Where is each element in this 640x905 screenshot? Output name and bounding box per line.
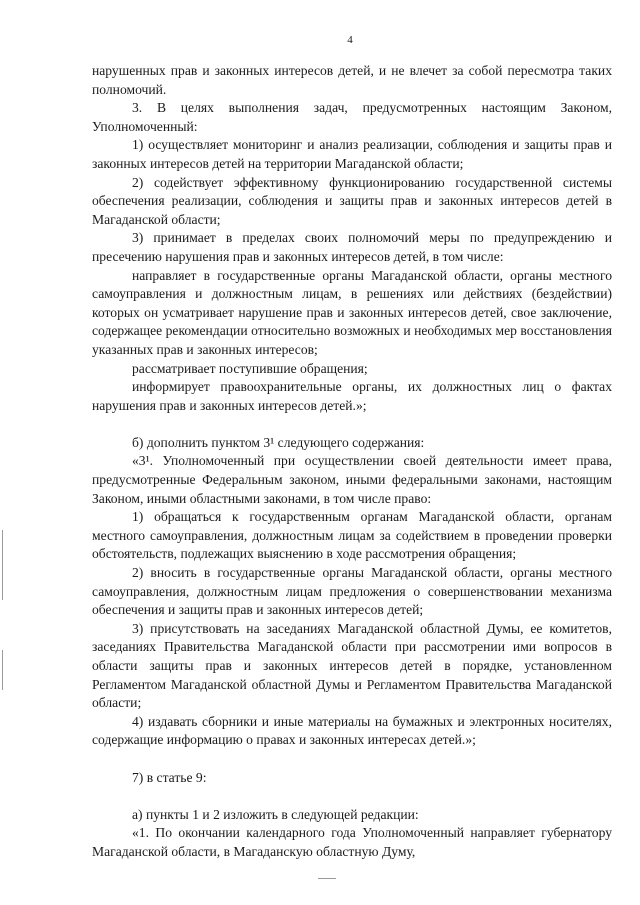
blank-line bbox=[92, 415, 612, 434]
paragraph: 2) вносить в государственные органы Магаданской области, органы местного самоуправления, должностным лицам предложения о совершенствовании механизма обеспечения и защиты прав и законных интересов детей; bbox=[92, 565, 612, 618]
paragraph: рассматривает поступившие обращения; bbox=[132, 360, 368, 376]
scan-margin-mark bbox=[2, 650, 3, 690]
document-body bbox=[92, 62, 612, 862]
paragraph: 3) принимает в пределах своих полномочий меры по предупреждению и пресечению нарушения прав и законных интересов детей, в том числе: bbox=[92, 230, 612, 264]
paragraph: 1) обращаться к государственным органам Магаданской области, органам местного самоуправления, должностным лицам за содействием в проведении проверки обстоятельств, подлежащих выяснению в ходе рассмотрения обращения; bbox=[92, 509, 612, 562]
blank-line bbox=[92, 787, 612, 806]
paragraph: 3. В целях выполнения задач, предусмотренных настоящим Законом, Уполномоченный: bbox=[92, 100, 612, 134]
blank-line bbox=[92, 750, 612, 769]
paragraph: направляет в государственные органы Магаданской области, органы местного самоуправления и должностным лицам, в решениях или действиях (бездействии) которых он усматривает нарушение прав и законных интересов детей, свое заключение, содержащее рекомендации относительно возможных и необходимых мер восстановления указанных прав и законных интересов; bbox=[92, 267, 612, 357]
paragraph: нарушенных прав и законных интересов детей, и не влечет за собой пересмотра таких полномочий. bbox=[92, 63, 612, 97]
paragraph: 1) осуществляет мониторинг и анализ реализации, соблюдения и защиты прав и законных интересов детей на территории Магаданской области; bbox=[92, 137, 612, 171]
scan-margin-mark bbox=[2, 530, 3, 600]
paragraph: б) дополнить пунктом 3¹ следующего содержания: bbox=[132, 434, 425, 450]
paragraph: а) пункты 1 и 2 изложить в следующей редакции: bbox=[132, 806, 419, 822]
paragraph: 3) присутствовать на заседаниях Магаданской областной Думы, ее комитетов, заседаниях Правительства Магаданской области при рассмотрении ими вопросов в области защиты прав и законных интересов детей в порядке, установленном Регламентом Магаданской областной Думы и Регламентом Правительства Магаданской области; bbox=[92, 620, 612, 711]
paragraph: «1. По окончании календарного года Уполномоченный направляет губернатору Магаданской области, в Магаданскую областную Думу, bbox=[92, 825, 612, 859]
paragraph: 7) в статье 9: bbox=[132, 769, 207, 785]
paragraph: 4) издавать сборники и иные материалы на бумажных и электронных носителях, содержащие информацию о правах и законных интересах детей.»; bbox=[92, 713, 612, 748]
scan-bottom-mark bbox=[318, 878, 336, 879]
paragraph: 2) содействует эффективному функционированию государственной системы обеспечения реализации, соблюдения и защиты прав и законных интересов детей в Магаданской области; bbox=[92, 174, 612, 227]
paragraph: информирует правоохранительные органы, их должностных лиц о фактах нарушения прав и законных интересов детей.»; bbox=[92, 379, 612, 413]
page-number: 4 bbox=[347, 34, 353, 46]
paragraph: «3¹. Уполномоченный при осуществлении своей деятельности имеет права, предусмотренные Федеральным законом, иными федеральными законами, настоящим Законом, иными областными законами, в том числе право: bbox=[92, 453, 612, 506]
